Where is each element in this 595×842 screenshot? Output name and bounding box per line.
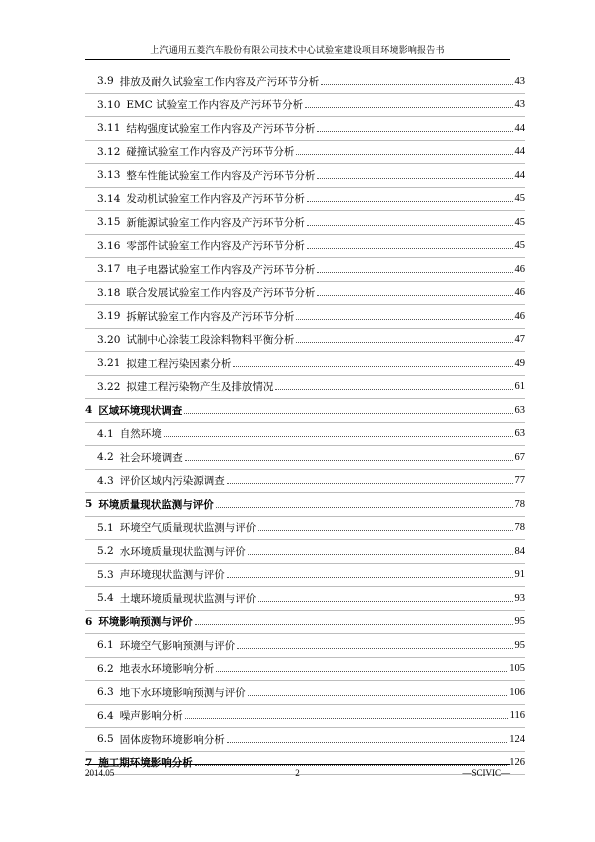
toc-entry-page: 95	[514, 639, 525, 651]
toc-entry-number: 7	[85, 756, 93, 769]
toc-entry-page: 45	[514, 216, 525, 228]
toc-section-entry[interactable]	[85, 282, 525, 306]
toc-entry-number: 3.10	[97, 98, 121, 111]
toc-entry-page: 46	[514, 263, 525, 275]
toc-entry-title: 碰撞试验室工作内容及产污环节分析	[126, 146, 295, 159]
toc-entry-page: 105	[509, 663, 525, 675]
toc-entry-page: 44	[514, 122, 525, 134]
toc-section-entry[interactable]	[85, 376, 525, 400]
toc-section-entry[interactable]	[85, 305, 525, 329]
toc-entry-number: 6.4	[97, 709, 114, 722]
toc-entry-number: 6.1	[97, 639, 114, 652]
toc-entry-title: 土壤环境质量现状监测与评价	[119, 592, 257, 605]
toc-entry-number: 3.21	[97, 357, 121, 370]
toc-entry-title: 环境空气质量现状监测与评价	[119, 522, 257, 535]
toc-entry-number: 5.2	[97, 545, 114, 558]
toc-entry-page: 45	[514, 193, 525, 205]
toc-chapter-entry[interactable]	[85, 493, 525, 517]
toc-entry-number: 3.20	[97, 333, 121, 346]
toc-entry-number: 3.22	[97, 380, 121, 393]
table-of-contents	[85, 70, 525, 775]
toc-dot-leader	[216, 671, 507, 672]
toc-entry-page: 49	[514, 357, 525, 369]
toc-dot-leader	[317, 295, 512, 296]
toc-entry-title: 自然环境	[119, 428, 162, 441]
toc-section-entry[interactable]	[85, 634, 525, 658]
toc-entry-page: 95	[514, 616, 525, 628]
toc-entry-number: 3.13	[97, 169, 121, 182]
toc-dot-leader	[248, 554, 513, 555]
toc-entry-page: 78	[514, 498, 525, 510]
footer-page-number: 2	[295, 768, 300, 778]
toc-entry-number: 3.12	[97, 145, 121, 158]
toc-entry-title: 联合发展试验室工作内容及产污环节分析	[126, 287, 316, 300]
toc-dot-leader	[317, 178, 512, 179]
toc-chapter-entry[interactable]	[85, 399, 525, 423]
toc-entry-title: 地表水环境影响分析	[119, 663, 215, 676]
toc-entry-title: 地下水环境影响预测与评价	[119, 686, 246, 699]
toc-section-entry[interactable]	[85, 94, 525, 118]
toc-entry-title: 环境质量现状监测与评价	[98, 498, 214, 511]
toc-entry-page: 67	[514, 451, 525, 463]
toc-entry-page: 47	[514, 334, 525, 346]
toc-entry-title: 发动机试验室工作内容及产污环节分析	[126, 193, 305, 206]
toc-chapter-entry[interactable]	[85, 611, 525, 635]
toc-section-entry[interactable]	[85, 141, 525, 165]
toc-dot-leader	[233, 366, 512, 367]
toc-dot-leader	[237, 648, 512, 649]
toc-entry-title: 结构强度试验室工作内容及产污环节分析	[126, 122, 316, 135]
toc-section-entry[interactable]	[85, 164, 525, 188]
toc-section-entry[interactable]	[85, 446, 525, 470]
toc-entry-title: 零部件试验室工作内容及产污环节分析	[126, 240, 305, 253]
toc-section-entry[interactable]	[85, 587, 525, 611]
toc-entry-page: 91	[514, 569, 525, 581]
toc-entry-page: 46	[514, 287, 525, 299]
toc-entry-title: 施工期环境影响分析	[98, 757, 193, 770]
toc-section-entry[interactable]	[85, 564, 525, 588]
toc-entry-title: 声环境现状监测与评价	[119, 569, 225, 582]
toc-dot-leader	[275, 389, 512, 390]
toc-dot-leader	[227, 577, 513, 578]
toc-entry-page: 126	[509, 757, 525, 769]
toc-entry-page: 78	[514, 522, 525, 534]
toc-dot-leader	[258, 530, 512, 531]
toc-entry-title: 固体废物环境影响分析	[119, 733, 225, 746]
toc-entry-number: 6.3	[97, 686, 114, 699]
header-title: 上汽通用五菱汽车股份有限公司技术中心试验室建设项目环境影响报告书	[150, 46, 445, 56]
toc-dot-leader	[164, 436, 513, 437]
toc-entry-number: 3.15	[97, 216, 121, 229]
toc-dot-leader	[321, 84, 512, 85]
toc-entry-number: 3.17	[97, 263, 121, 276]
page-header	[85, 40, 510, 60]
toc-entry-number: 3.11	[97, 122, 121, 135]
toc-entry-page: 44	[514, 146, 525, 158]
toc-entry-number: 3.9	[97, 75, 114, 88]
toc-entry-number: 4.2	[97, 451, 114, 464]
toc-section-entry[interactable]	[85, 705, 525, 729]
toc-entry-number: 3.19	[97, 310, 121, 323]
toc-section-entry[interactable]	[85, 329, 525, 353]
toc-entry-number: 4.1	[97, 427, 114, 440]
toc-section-entry[interactable]	[85, 258, 525, 282]
toc-entry-title: 社会环境调查	[119, 451, 183, 464]
toc-entry-page: 77	[514, 475, 525, 487]
toc-dot-leader	[185, 460, 513, 461]
toc-dot-leader	[248, 695, 508, 696]
toc-entry-number: 6	[85, 615, 93, 628]
toc-entry-page: 84	[514, 545, 525, 557]
toc-entry-page: 124	[509, 733, 525, 745]
toc-entry-page: 46	[514, 310, 525, 322]
toc-section-entry[interactable]	[85, 728, 525, 752]
toc-dot-leader	[184, 413, 512, 414]
toc-entry-title: 环境影响预测与评价	[98, 616, 193, 629]
toc-section-entry[interactable]	[85, 470, 525, 494]
toc-dot-leader	[227, 742, 508, 743]
toc-entry-number: 5.3	[97, 568, 114, 581]
toc-entry-page: 116	[509, 710, 525, 722]
toc-entry-number: 3.18	[97, 286, 121, 299]
toc-section-entry[interactable]	[85, 235, 525, 259]
toc-entry-number: 5	[85, 498, 93, 511]
toc-entry-title: 噪声影响分析	[119, 710, 183, 723]
toc-section-entry[interactable]	[85, 211, 525, 235]
toc-entry-page: 45	[514, 240, 525, 252]
toc-dot-leader	[307, 248, 513, 249]
toc-dot-leader	[195, 624, 513, 625]
page-footer	[85, 764, 510, 781]
toc-dot-leader	[317, 272, 512, 273]
toc-dot-leader	[296, 342, 512, 343]
toc-section-entry[interactable]	[85, 658, 525, 682]
toc-entry-page: 63	[514, 404, 525, 416]
toc-entry-number: 5.4	[97, 592, 114, 605]
toc-entry-title: 拟建工程污染物产生及排放情况	[126, 381, 274, 394]
toc-dot-leader	[216, 507, 513, 508]
toc-entry-page: 93	[514, 592, 525, 604]
toc-entry-title: 评价区域内污染源调查	[119, 475, 225, 488]
toc-entry-title: 新能源试验室工作内容及产污环节分析	[126, 216, 305, 229]
toc-dot-leader	[296, 154, 512, 155]
toc-entry-page: 63	[514, 428, 525, 440]
toc-dot-leader	[305, 107, 512, 108]
toc-dot-leader	[296, 319, 512, 320]
footer-org: —SCIVIC—	[462, 768, 510, 778]
toc-dot-leader	[185, 718, 508, 719]
footer-date: 2014.05	[85, 768, 115, 778]
toc-entry-title: 排放及耐久试验室工作内容及产污环节分析	[119, 75, 320, 88]
toc-entry-title: 拆解试验室工作内容及产污环节分析	[126, 310, 295, 323]
toc-dot-leader	[307, 201, 513, 202]
toc-entry-number: 4	[85, 404, 93, 417]
toc-entry-title: 水环境质量现状监测与评价	[119, 545, 246, 558]
toc-entry-title: 整车性能试验室工作内容及产污环节分析	[126, 169, 316, 182]
toc-section-entry[interactable]	[85, 117, 525, 141]
toc-entry-page: 44	[514, 169, 525, 181]
toc-entry-number: 6.5	[97, 733, 114, 746]
toc-entry-page: 106	[509, 686, 525, 698]
toc-entry-number: 3.16	[97, 239, 121, 252]
toc-dot-leader	[227, 483, 513, 484]
toc-section-entry[interactable]	[85, 70, 525, 94]
toc-entry-title: 试制中心涂装工段涂料物料平衡分析	[126, 334, 295, 347]
toc-section-entry[interactable]	[85, 352, 525, 376]
toc-section-entry[interactable]	[85, 517, 525, 541]
toc-entry-page: 43	[514, 75, 525, 87]
toc-entry-number: 5.1	[97, 521, 114, 534]
toc-entry-title: EMC 试验室工作内容及产污环节分析	[126, 99, 304, 112]
toc-entry-number: 3.14	[97, 192, 121, 205]
toc-section-entry[interactable]	[85, 540, 525, 564]
toc-entry-title: 电子电器试验室工作内容及产污环节分析	[126, 263, 316, 276]
toc-entry-page: 43	[514, 99, 525, 111]
toc-dot-leader	[317, 131, 512, 132]
toc-entry-number: 6.2	[97, 662, 114, 675]
toc-entry-number: 4.3	[97, 474, 114, 487]
toc-section-entry[interactable]	[85, 423, 525, 447]
toc-entry-title: 环境空气影响预测与评价	[119, 639, 236, 652]
toc-section-entry[interactable]	[85, 681, 525, 705]
toc-entry-page: 61	[514, 381, 525, 393]
toc-dot-leader	[307, 225, 513, 226]
toc-entry-title: 拟建工程污染因素分析	[126, 357, 232, 370]
toc-section-entry[interactable]	[85, 188, 525, 212]
toc-dot-leader	[258, 601, 512, 602]
toc-entry-title: 区域环境现状调查	[98, 404, 183, 417]
